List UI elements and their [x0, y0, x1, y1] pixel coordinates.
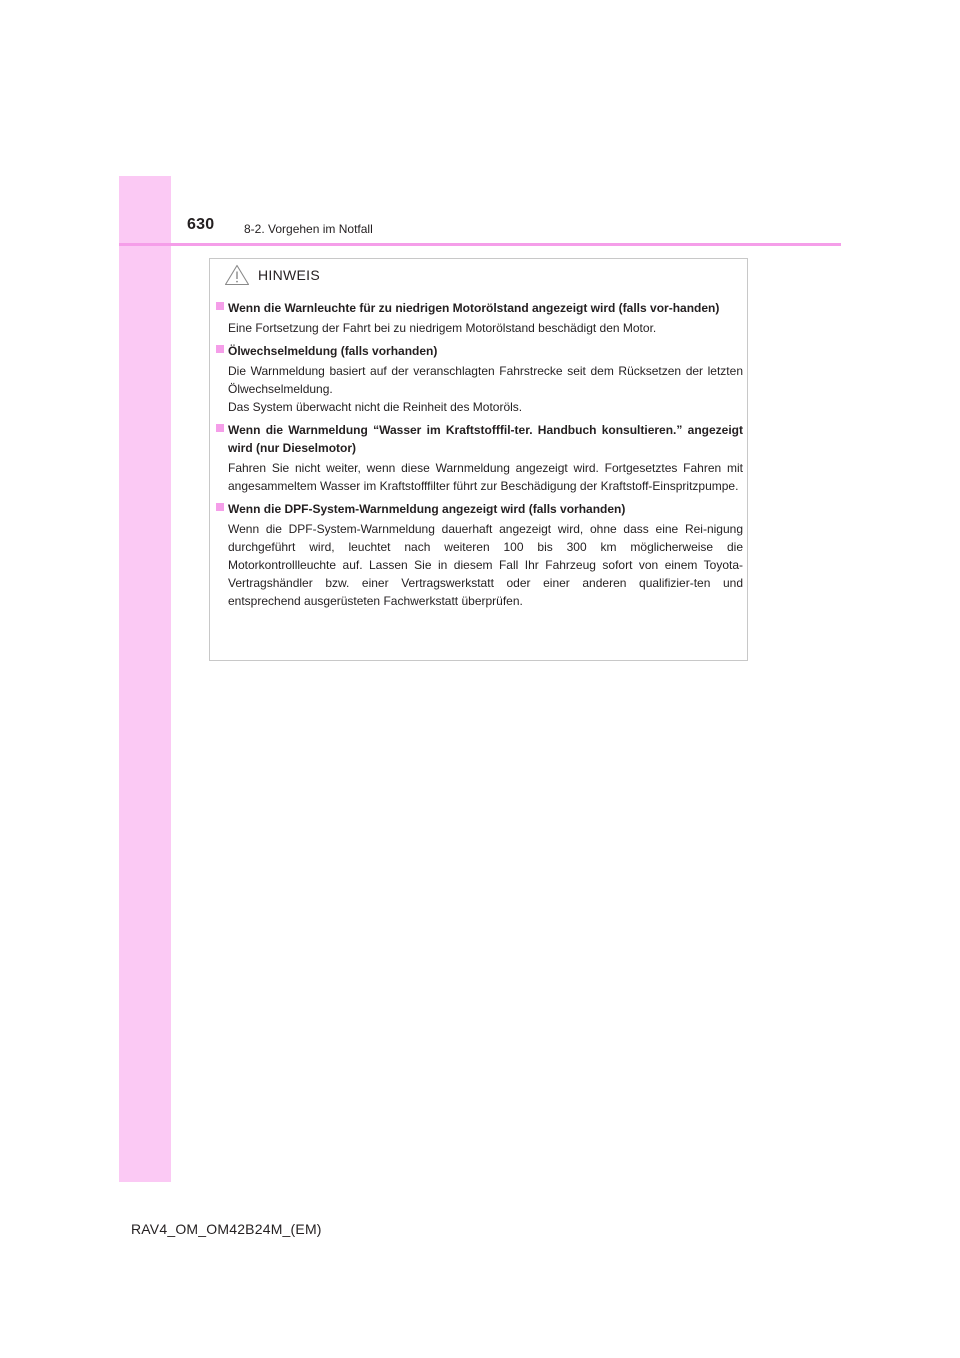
- list-item: [216, 342, 743, 416]
- list-item: [216, 500, 743, 610]
- item-heading: Wenn die DPF-System-Warnmeldung angezeigt wird (falls vorhanden): [228, 502, 626, 516]
- item-text: Fahren Sie nicht weiter, wenn diese Warnmeldung angezeigt wird. Fortgesetztes Fahren mit angesammeltem Wasser im Kraftstofffilter führt zur Beschädigung der Kraftstoff-Einspritzpumpe.: [228, 461, 743, 493]
- item-text: Eine Fortsetzung der Fahrt bei zu niedrigem Motorölstand beschädigt den Motor.: [228, 321, 657, 335]
- header-rule: [119, 243, 841, 246]
- square-bullet-icon: [216, 503, 224, 511]
- item-text: Wenn die DPF-System-Warnmeldung dauerhaft angezeigt wird, ohne dass eine Rei-nigung durchgeführt wird, leuchtet nach weiteren 100 bis 300 km möglicherweise die Motorkontrollleuchte auf. Lassen Sie in diesem Fall Ihr Fahrzeug sofort von einem Toyota-Vertragshändler bzw. einer Vertragswerkstatt oder einer anderen qualifizier-ten und entsprechend ausgerüsteten Fachwerkstatt überprüfen.: [228, 522, 743, 608]
- notice-label: HINWEIS: [258, 267, 320, 283]
- square-bullet-icon: [216, 302, 224, 310]
- notice-header: [224, 263, 320, 287]
- list-item: [216, 299, 743, 337]
- page-number: 630: [187, 216, 215, 233]
- notice-body: [216, 299, 743, 615]
- warning-triangle-icon: [224, 264, 250, 286]
- section-title: 8-2. Vorgehen im Notfall: [244, 222, 373, 236]
- item-heading: Wenn die Warnleuchte für zu niedrigen Motorölstand angezeigt wird (falls vor-handen): [228, 301, 720, 315]
- list-item: [216, 421, 743, 495]
- item-heading: Ölwechselmeldung (falls vorhanden): [228, 344, 438, 358]
- square-bullet-icon: [216, 424, 224, 432]
- item-text: Die Warnmeldung basiert auf der veranschlagten Fahrstrecke seit dem Rücksetzen der letzten Ölwechselmeldung.: [228, 364, 743, 396]
- item-heading: Wenn die Warnmeldung “Wasser im Kraftstofffil-ter. Handbuch konsultieren.” angezeigt wird (nur Dieselmotor): [228, 423, 743, 455]
- square-bullet-icon: [216, 345, 224, 353]
- side-color-band: [119, 176, 171, 1182]
- document-code: RAV4_OM_OM42B24M_(EM): [131, 1221, 322, 1237]
- item-text: Das System überwacht nicht die Reinheit des Motoröls.: [228, 400, 523, 414]
- notice-box: [209, 258, 748, 661]
